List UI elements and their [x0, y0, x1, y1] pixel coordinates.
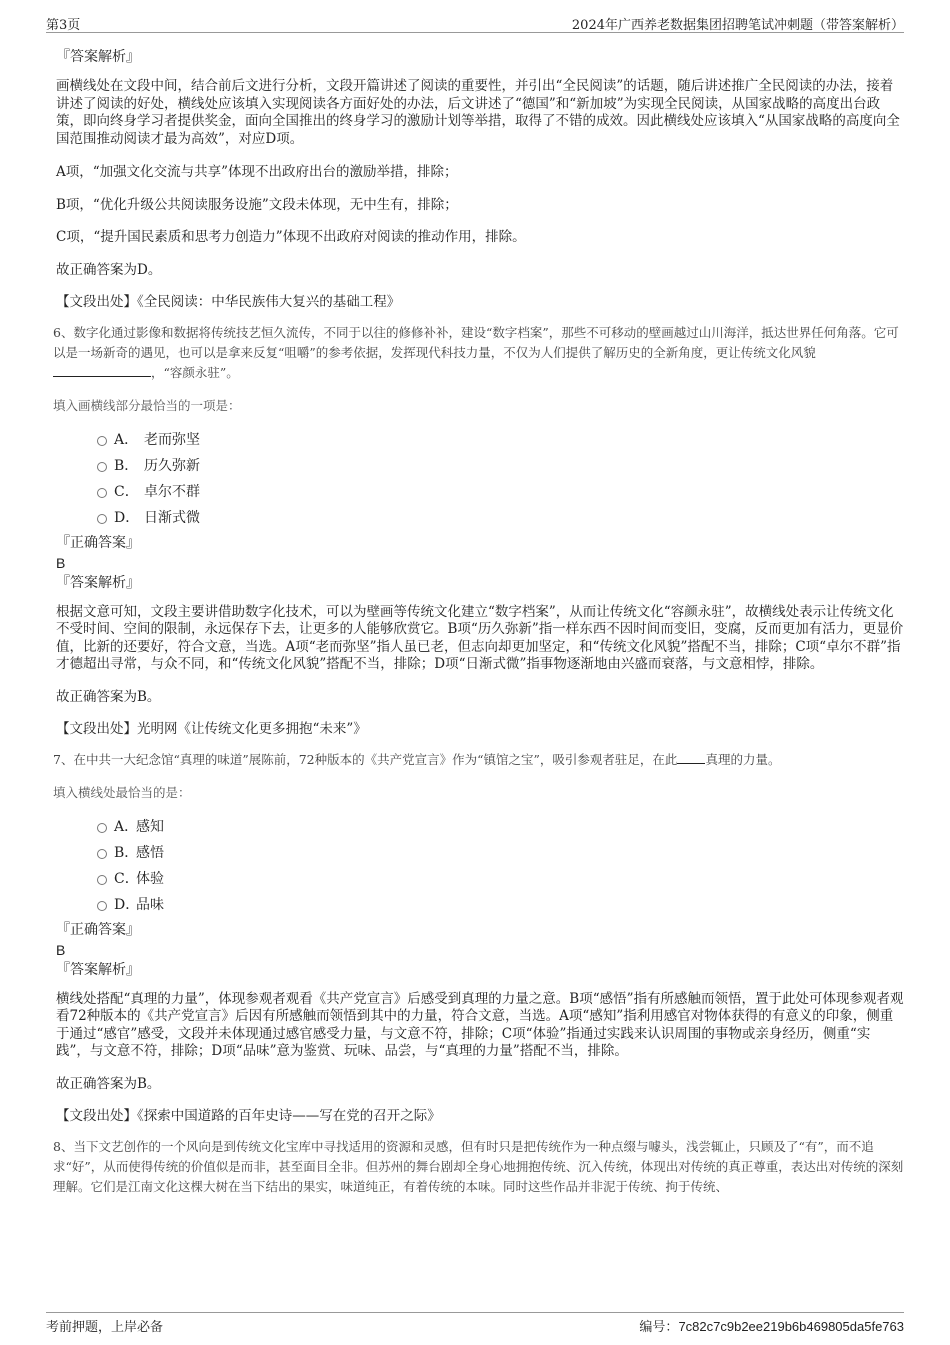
page-number: 第3页 — [46, 18, 81, 33]
radio-button[interactable] — [97, 436, 107, 446]
q7-option-b[interactable]: B．感悟 — [56, 840, 904, 866]
page-header — [46, 10, 904, 33]
q6-answer-label: 『正确答案』 — [56, 534, 140, 551]
q5-analysis-label: 『答案解析』 — [56, 49, 140, 65]
document-title: 2024年广西养老数据集团招聘笔试冲刺题（带答案解析） — [571, 18, 904, 33]
document-id-code: 7c82c7c9b2ee219b6b469805da5fe763 — [678, 1319, 904, 1334]
q7-stem-part1: 7、在中共一大纪念馆“真理的味道”展陈前，72种版本的《共产党宣言》作为“镇馆之宝”，吸引参观者驻足，在此 — [53, 751, 678, 767]
q6-blank — [53, 364, 151, 377]
q5-analysis: 画横线处在文段中间，结合前后文进行分析，文段开篇讲述了阅读的重要性，并引出“全民阅读”的话题，随后讲述推广全民阅读的办法，接着讲述了阅读的好处，横线处应该填入实现阅读各方面好处的办法，后文讲述了“德国”和“新加坡”为实现全民阅读，从国家战略的高度出台政策，即向终身学习者提供奖金，面向全国推出的终身学习的激励计划等举措，取得了不错的成效。因此横线处应该填入“从国家战略的高度向全国范围推动阅读才最为高效”，对应D项。 — [56, 78, 900, 147]
radio-button[interactable] — [97, 823, 107, 833]
q6-stem-part2: ，“容颜永驻”。 — [151, 364, 239, 380]
radio-button[interactable] — [97, 849, 107, 859]
q7-prompt: 填入横线处最恰当的是： — [53, 784, 191, 800]
q6-option-a[interactable]: A． 老而弥坚 — [56, 427, 904, 453]
radio-button[interactable] — [97, 514, 107, 524]
q6-option-d[interactable]: D． 日渐式微 — [56, 505, 904, 531]
q7-option-d[interactable]: D．品味 — [56, 892, 904, 918]
page-footer — [46, 1312, 904, 1335]
q5-option-a-analysis: A项，“加强文化交流与共享”体现不出政府出台的激励举措，排除； — [56, 164, 458, 180]
q7-option-a[interactable]: A．感知 — [56, 814, 904, 840]
q5-option-c-analysis: C项，“提升国民素质和思考力创造力”体现不出政府对阅读的推动作用，排除。 — [56, 229, 526, 245]
q6-options — [56, 427, 904, 531]
radio-button[interactable] — [97, 875, 107, 885]
q8-stem: 8、当下文艺创作的一个风向是到传统文化宝库中寻找适用的资源和灵感，但有时只是把传统作为一种点缀与噱头，浅尝辄止，只顾及了“有”，而不追求“好”，从而使得传统的价值似是而非，甚至面目全非。但苏州的舞台剧却全身心地拥抱传统、沉入传统，体现出对传统的真正尊重，表达出对传统的深刻理解。它们是江南文化这棵大树在当下结出的果实，味道纯正，有着传统的本味。同时这些作品并非泥于传统、拘于传统、 — [53, 1138, 904, 1194]
q6-analysis: 根据文意可知，文段主要讲借助数字化技术，可以为壁画等传统文化建立“数字档案”，从而让传统文化“容颜永驻”，故横线处表示让传统文化不受时间、空间的限制，永远保存下去，让更多的人能够欣赏它。B项“历久弥新”指一样东西不因时间而变旧，变腐，反而更加有活力，更显价值，比新的还要好，符合文意，当选。A项“老而弥坚”指人虽已老，但志向却更加坚定，和“传统文化风貌”搭配不当，排除；C项“卓尔不群”指才德超出寻常，与众不同，和“传统文化风貌”搭配不当，排除；D项“日渐式微”指事物逐渐地由兴盛而衰落，与文意相悖，排除。 — [56, 603, 904, 672]
q7-source: 【文段出处】《探索中国道路的百年史诗——写在党的召开之际》 — [56, 1108, 441, 1124]
q6-source: 【文段出处】光明网《让传统文化更多拥抱“未来”》 — [56, 721, 367, 737]
footer-slogan: 考前押题，上岸必备 — [46, 1320, 164, 1335]
q5-source: 【文段出处】《全民阅读：中华民族伟大复兴的基础工程》 — [56, 294, 401, 310]
radio-button[interactable] — [97, 901, 107, 911]
q7-analysis: 横线处搭配“真理的力量”，体现参观者观看《共产党宣言》后感受到真理的力量之意。B项“感悟”指有所感触而领悟，置于此处可体现参观者观看72种版本的《共产党宣言》后因有所感触而领悟到其中的力量，符合文意，当选。A项“感知”指利用感官对物体获得的有意义的印象，侧重于通过“感官”感受，文段并未体现通过感官感受力量，与文意不符，排除；C项“体验”指通过实践来认识周围的事物或亲身经历，侧重“实践”，与文意不符，排除；D项“品味”意为鉴赏、玩味、品尝，与“真理的力量”搭配不当，排除。 — [56, 990, 904, 1059]
document-id-label: 编号： — [639, 1320, 679, 1335]
radio-button[interactable] — [97, 462, 107, 472]
q7-conclusion: 故正确答案为B。 — [56, 1075, 161, 1092]
page-content — [53, 46, 904, 1197]
q6-answer: B — [56, 554, 66, 571]
q7-answer-label: 『正确答案』 — [56, 921, 140, 938]
q7-stem — [53, 750, 904, 770]
q6-stem — [53, 323, 904, 383]
document-id — [639, 1316, 904, 1335]
q6-option-b[interactable]: B． 历久弥新 — [56, 453, 904, 479]
q6-stem-part1: 6、数字化通过影像和数据将传统技艺恒久流传，不同于以往的修修补补，建设“数字档案”，那些不可移动的壁画越过山川海洋，抵达世界任何角落。它可以是一场新奇的遇见，也可以是拿来反复“咀嚼”的参考依据，发挥现代科技力量，不仅为人们提供了解历史的全新角度，更让传统文化风貌 — [53, 324, 899, 360]
q5-option-b-analysis: B项，“优化升级公共阅读服务设施”文段未体现，无中生有，排除； — [56, 196, 458, 213]
q7-blank — [677, 751, 705, 764]
q7-analysis-label: 『答案解析』 — [56, 961, 140, 978]
radio-button[interactable] — [97, 488, 107, 498]
q5-conclusion: 故正确答案为D。 — [56, 261, 162, 278]
q7-answer: B — [56, 941, 66, 958]
q6-prompt: 填入画横线部分最恰当的一项是： — [53, 397, 241, 413]
q7-options — [56, 814, 904, 918]
q6-analysis-label: 『答案解析』 — [56, 574, 140, 591]
q6-conclusion: 故正确答案为B。 — [56, 688, 161, 705]
q7-option-c[interactable]: C．体验 — [56, 866, 904, 892]
q6-option-c[interactable]: C． 卓尔不群 — [56, 479, 904, 505]
q7-stem-part2: 真理的力量。 — [705, 751, 781, 767]
